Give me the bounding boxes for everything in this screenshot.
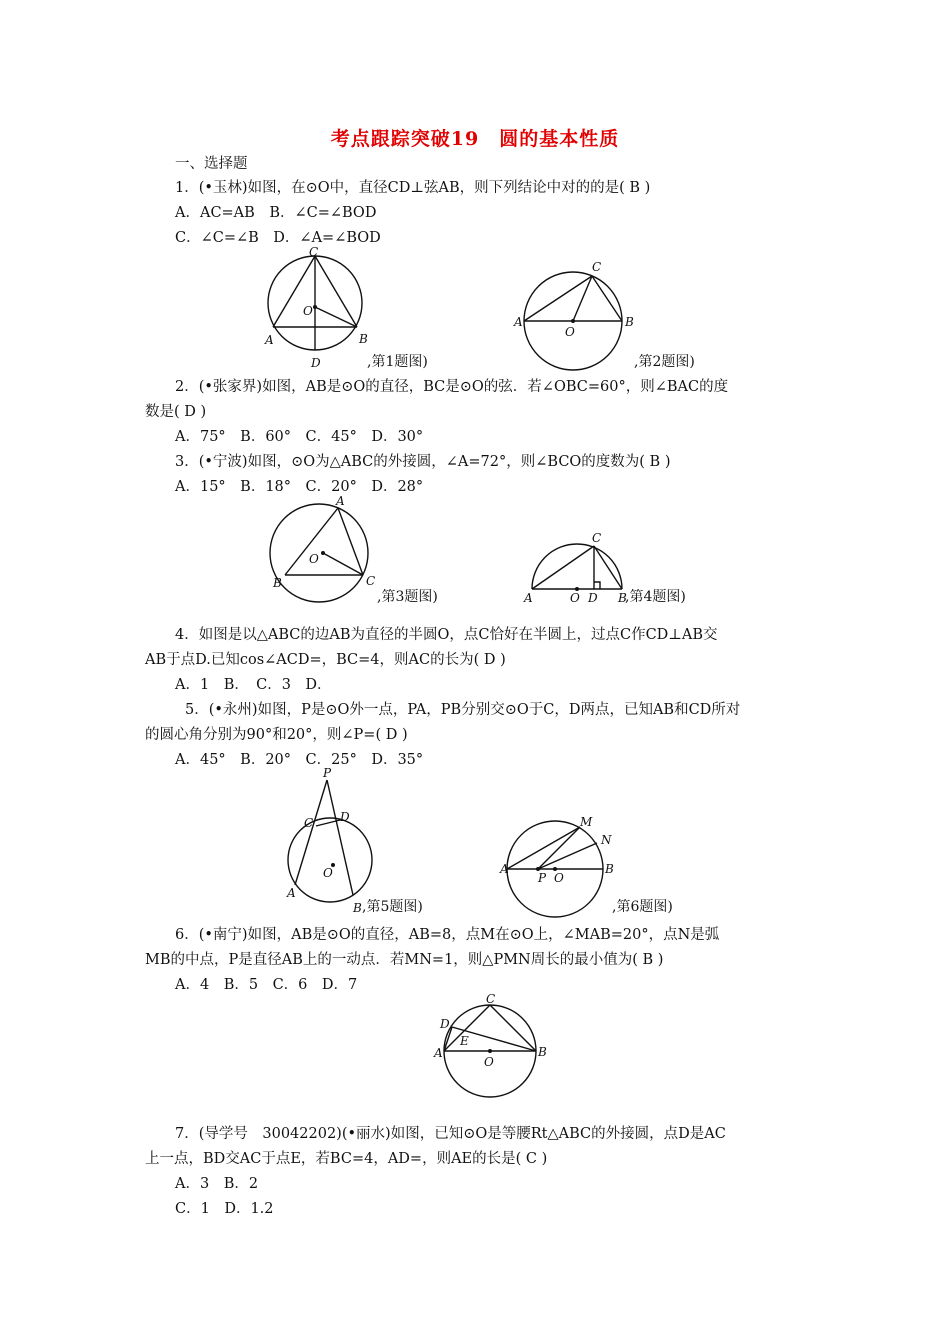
fig2-caption: ,第2题图) (634, 354, 695, 370)
figure-4 (520, 530, 720, 614)
fig6-caption: ,第6题图) (612, 899, 673, 915)
fig1-label-d: D (311, 356, 321, 370)
fig5-label-p: P (323, 766, 332, 780)
fig6-label-n: N (601, 833, 612, 847)
fig2-label-b: B (625, 315, 634, 329)
figure-3 (265, 495, 475, 614)
fig2-label-a: A (514, 315, 523, 329)
q7-options-cd: C．1 D．1.2 (175, 1201, 274, 1217)
fig5-label-c: C (304, 816, 314, 830)
q2-stem-line2: 数是( D ) (145, 404, 207, 420)
q4-options: A．1 B． C．3 D． (175, 677, 332, 693)
fig4-label-a: A (524, 591, 533, 605)
fig5-caption: ,第5题图) (362, 899, 423, 915)
fig3-label-o: O (309, 552, 319, 566)
figure-5 (280, 765, 480, 924)
fig7-label-o: O (484, 1055, 494, 1069)
figure-1 (255, 245, 455, 379)
fig5-label-b: B (353, 901, 362, 915)
fig1-label-c: C (309, 245, 319, 259)
fig6-label-a: A (500, 862, 509, 876)
fig1-label-b: B (359, 332, 368, 346)
fig7-label-b: B (538, 1045, 547, 1059)
fig1-label-o: O (303, 304, 313, 318)
figure-6 (500, 810, 730, 924)
fig6-label-o: O (554, 871, 564, 885)
fig5-label-d: D (340, 810, 350, 824)
figure-7 (430, 990, 560, 1109)
fig7-label-e: E (460, 1034, 469, 1048)
fig7-label-a: A (434, 1046, 443, 1060)
fig6-label-p: P (538, 871, 547, 885)
q7-stem-line1: 7．(导学号 30042202)(•丽水)如图，已知⊙O是等腰Rt△ABC的外接圆，点D是AC (175, 1126, 726, 1142)
fig2-label-o: O (565, 325, 575, 339)
fig4-label-d: D (588, 591, 598, 605)
q7-stem-line2: 上一点，BD交AC于点E，若BC=4，AD=，则AE的长是( C ) (145, 1151, 548, 1167)
fig1-caption: ,第1题图) (367, 354, 428, 370)
fig5-label-a: A (287, 886, 296, 900)
q1-options-cd: C．∠C=∠B D．∠A=∠BOD (175, 230, 381, 246)
q3-stem: 3．(•宁波)如图，⊙O为△ABC的外接圆，∠A=72°，则∠BCO的度数为( B ) (175, 454, 671, 470)
q4-stem-line2: AB于点D.已知cos∠ACD=，BC=4，则AC的长为( D ) (145, 652, 506, 668)
fig6-label-b: B (605, 862, 614, 876)
fig3-caption: ,第3题图) (377, 589, 438, 605)
fig3-label-c: C (366, 574, 376, 588)
q1-stem: 1．(•玉林)如图，在⊙O中，直径CD⊥弦AB，则下列结论中对的的是( B ) (175, 180, 651, 196)
fig2-label-c: C (592, 260, 602, 274)
q4-stem-line1: 4．如图是以△ABC的边AB为直径的半圆O，点C恰好在半圆上，过点C作CD⊥AB交 (175, 627, 718, 643)
q6-options: A．4 B．5 C．6 D．7 (175, 977, 358, 993)
fig7-label-c: C (486, 992, 496, 1006)
q6-stem-line1: 6．(•南宁)如图，AB是⊙O的直径，AB=8，点M在⊙O上，∠MAB=20°，点N是弧 (175, 927, 720, 943)
q1-options-ab: A．AC=AB B．∠C=∠BOD (175, 205, 377, 221)
q2-stem-line1: 2．(•张家界)如图，AB是⊙O的直径，BC是⊙O的弦．若∠OBC=60°，则∠BAC的度 (175, 379, 729, 395)
q5-stem-line1: 5．(•永州)如图，P是⊙O外一点，PA，PB分别交⊙O于C，D两点，已知AB和CD所对 (185, 702, 741, 718)
fig6-label-m: M (580, 815, 593, 829)
q7-options-ab: A．3 B．2 (175, 1176, 259, 1192)
q5-options: A．45° B．20° C．25° D．35° (175, 752, 424, 768)
figure-2 (510, 258, 740, 377)
fig4-label-b: B (618, 591, 627, 605)
fig5-label-o: O (323, 866, 333, 880)
fig4-caption: ,第4题图) (625, 589, 686, 605)
q2-options: A．75° B．60° C．45° D．30° (175, 429, 424, 445)
fig7-label-d: D (440, 1017, 450, 1031)
page-title: 考点跟踪突破19 圆的基本性质 (330, 128, 620, 150)
fig4-label-o: O (570, 591, 580, 605)
q6-stem-line2: MB的中点，P是直径AB上的一动点．若MN=1，则△PMN周长的最小值为( B ) (145, 952, 664, 968)
fig3-label-a: A (336, 494, 345, 508)
q3-options: A．15° B．18° C．20° D．28° (175, 479, 424, 495)
fig4-label-c: C (592, 531, 602, 545)
fig1-label-a: A (265, 333, 274, 347)
q5-stem-line2: 的圆心角分别为90°和20°，则∠P=( D ) (145, 727, 408, 743)
section-heading: 一、选择题 (175, 156, 248, 172)
fig3-label-b: B (273, 576, 282, 590)
